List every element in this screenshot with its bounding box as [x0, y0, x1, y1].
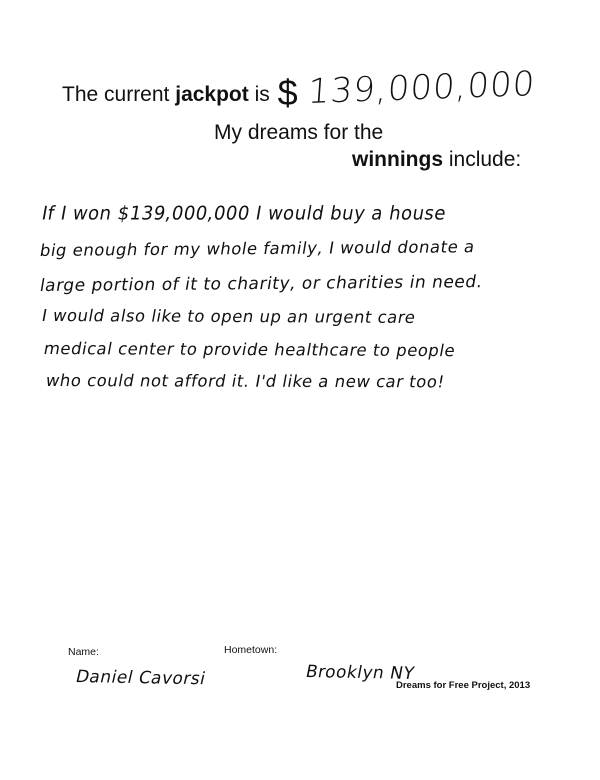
dollar-sign: $ — [277, 72, 298, 113]
jackpot-amount: 139,000,000 — [306, 63, 537, 113]
dreams-line: My dreams for the — [214, 121, 384, 144]
hometown-value: Brooklyn NY — [304, 662, 417, 684]
project-credit: Dreams for Free Project, 2013 — [396, 680, 531, 691]
handwritten-line-3: large portion of it to charity, or charities in need. — [38, 272, 485, 296]
jackpot-suffix: is — [254, 83, 270, 106]
name-label: Name: — [68, 646, 99, 658]
handwritten-line-4: I would also like to open up an urgent care — [40, 306, 418, 327]
handwritten-line-6: who could not afford it. I'd like a new car too! — [44, 371, 447, 392]
winnings-suffix: include: — [448, 148, 522, 171]
jackpot-line — [62, 63, 537, 113]
hometown-label: Hometown: — [224, 644, 278, 656]
winnings-line — [352, 148, 521, 172]
winnings-bold-word: winnings — [352, 148, 443, 171]
handwritten-line-1: If I won $139,000,000 I would buy a house — [40, 202, 448, 225]
jackpot-prefix: The current — [62, 83, 170, 106]
jackpot-bold-word: jackpot — [175, 83, 249, 106]
name-value: Daniel Cavorsi — [73, 667, 208, 690]
handwritten-line-2: big enough for my whole family, I would donate a — [38, 237, 477, 260]
handwritten-line-5: medical center to provide healthcare to people — [42, 339, 457, 361]
